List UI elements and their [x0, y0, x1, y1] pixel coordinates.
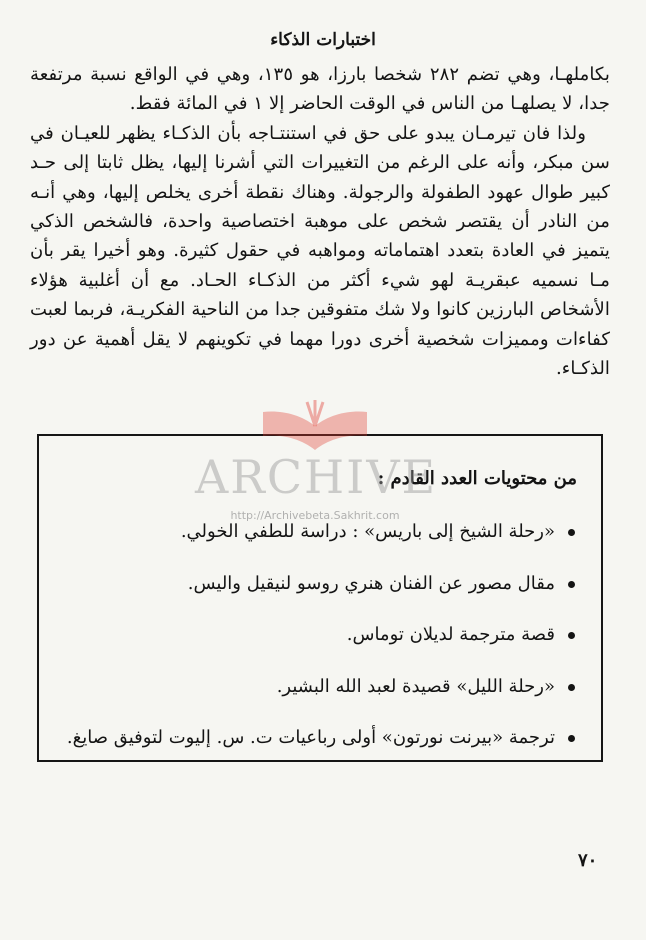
bullet-icon: [568, 632, 575, 639]
next-issue-list: [67, 518, 575, 776]
list-item-text: مقال مصور عن الفنان هنري روسو لنيقيل واليس.: [187, 572, 555, 594]
bullet-icon: [568, 581, 575, 588]
bullet-icon: [568, 684, 575, 691]
watermark-text: ARCHIVE: [195, 450, 438, 504]
list-item-text: «رحلة الشيخ إلى باريس» : دراسة للطفي الخولي.: [180, 521, 555, 542]
page-number: ٧٠: [578, 850, 598, 871]
list-item: [67, 724, 575, 776]
next-issue-box: [37, 434, 603, 762]
paragraph-1: بكاملهـا، وهي تضم ٢٨٢ شخصا بارزا، هو ١٣٥، وهي في الواقع نسبة مرتفعة جدا، لا يصلهـا من الناس في الوقت الحاضر إلا ١ في المائة فقط.: [30, 64, 610, 115]
watermark-url: http://Archivebeta.Sakhrit.com: [230, 509, 400, 522]
list-item-text: قصة مترجمة لديلان توماس.: [346, 624, 555, 645]
bullet-icon: [568, 735, 575, 742]
bullet-icon: [568, 529, 575, 536]
list-item-text: ترجمة «بيرنت نورتون» أولى رباعيات ت. س. إليوت لتوفيق صايغ.: [66, 727, 555, 748]
list-item: [67, 570, 575, 622]
list-item: [67, 673, 575, 725]
paragraph-2: ولذا فان تيرمـان يبدو على حق في استنتـاجه بأن الذكـاء يظهر للعيـان في سن مبكر، وأنه على الرغم من التغييرات التي أشرنا إليها، يظل ثابتا إلى حـد كبير طوال عهود الطفولة والرجولة. وهناك نقطة أخرى يخلص إليها، وهي أنـه من النادر أن يقتصر شخص على موهبة اختصاصية واحدة، فالشخص الذكي يتميز في العادة بتعدد اهتماماته ومواهبه في حقول كثيرة. وهو أخيرا يقر بأن مـا نسميه عبقريـة لهو شيء أكثر من الذكـاء الحـاد. مع أن أغلبية هؤلاء الأشخاص البارزين كانوا ولا شك متفوقين جدا من الناحية الفكريـة، فربما لعبت كفاءات ومميزات شخصية أخرى دورا مهما في تكوينهم لا يقل أهمية عن دور الذكـاء.: [30, 122, 610, 380]
list-item: [67, 518, 575, 570]
list-item-text: «رحلة الليل» قصيدة لعبد الله البشير.: [276, 675, 555, 697]
running-head: اختبارات الذكاء: [270, 30, 376, 50]
list-item: [67, 621, 575, 673]
next-issue-title: من محتويات العدد القادم :: [377, 468, 577, 489]
body-text: [30, 60, 610, 383]
